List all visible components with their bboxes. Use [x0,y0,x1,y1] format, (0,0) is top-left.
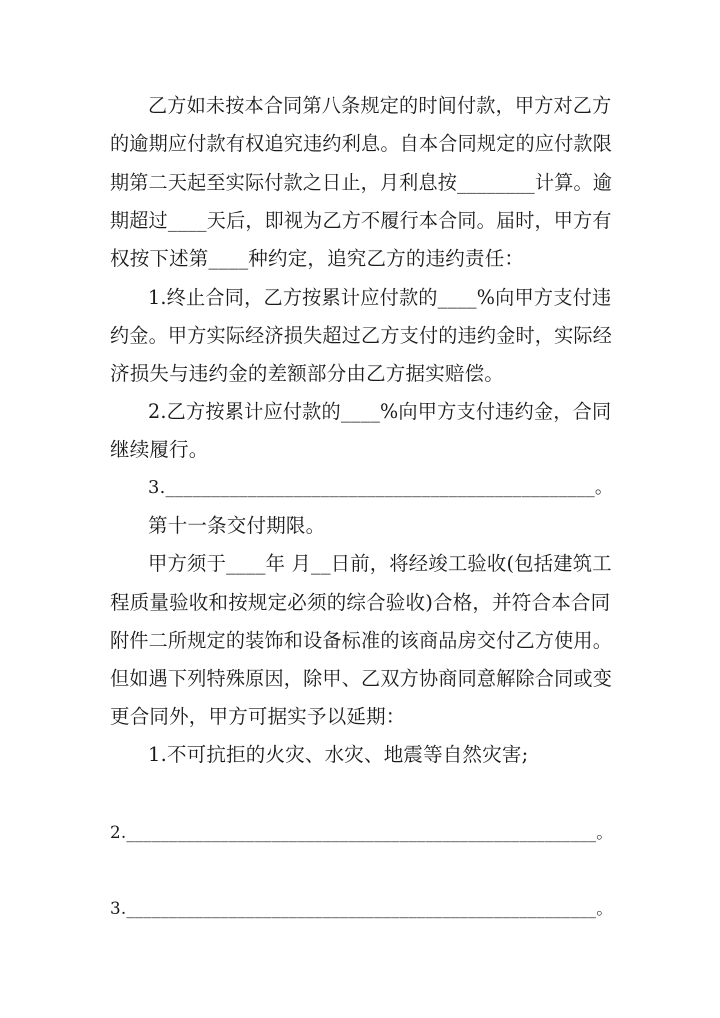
text-line: 1.终止合同，乙方按累计应付款的____%向甲方支付违 [148,286,612,309]
text-line: 2._______________________________________________________。 [110,822,614,842]
text-line: 1.不可抗拒的火灾、水灾、地震等自然灾害; [148,743,529,766]
text-line: 附件二所规定的装饰和设备标准的该商品房交付乙方使用。 [110,629,613,652]
text-line: 3._______________________________________________________。 [110,898,614,918]
section-heading: 第十一条交付期限。 [148,514,326,537]
text-line: 权按下述第____种约定，追究乙方的违约责任： [110,247,525,270]
text-line: 继续履行。 [110,438,209,461]
text-line: 的逾期应付款有权追究违约利息。自本合同规定的应付款限 [110,132,613,155]
text-line: 期超过____天后，即视为乙方不履行本合同。届时，甲方有 [110,210,612,232]
text-line: 期第二天起至实际付款之日止，月利息按________计算。逾 [110,172,613,194]
text-line: 济损失与违约金的差额部分由乙方据实赔偿。 [110,362,505,385]
text-line: 2.乙方按累计应付款的____%向甲方支付违约金，合同 [148,400,612,423]
text-line: 但如遇下列特殊原因，除甲、乙双方协商同意解除合同或变 [110,667,613,690]
text-line: 3._______________________________________________。 [148,477,613,498]
text-line: 约金。甲方实际经济损失超过乙方支付的违约金时，实际经 [110,324,613,347]
text-line: 更合同外，甲方可据实予以延期： [110,705,406,728]
text-line: 乙方如未按本合同第八条规定的时间付款，甲方对乙方 [148,94,612,117]
text-line: 程质量验收和按规定必须的综合验收)合格，并符合本合同 [110,591,611,614]
text-line: 甲方须于____年 月__日前，将经竣工验收(包括建筑工 [148,552,612,575]
